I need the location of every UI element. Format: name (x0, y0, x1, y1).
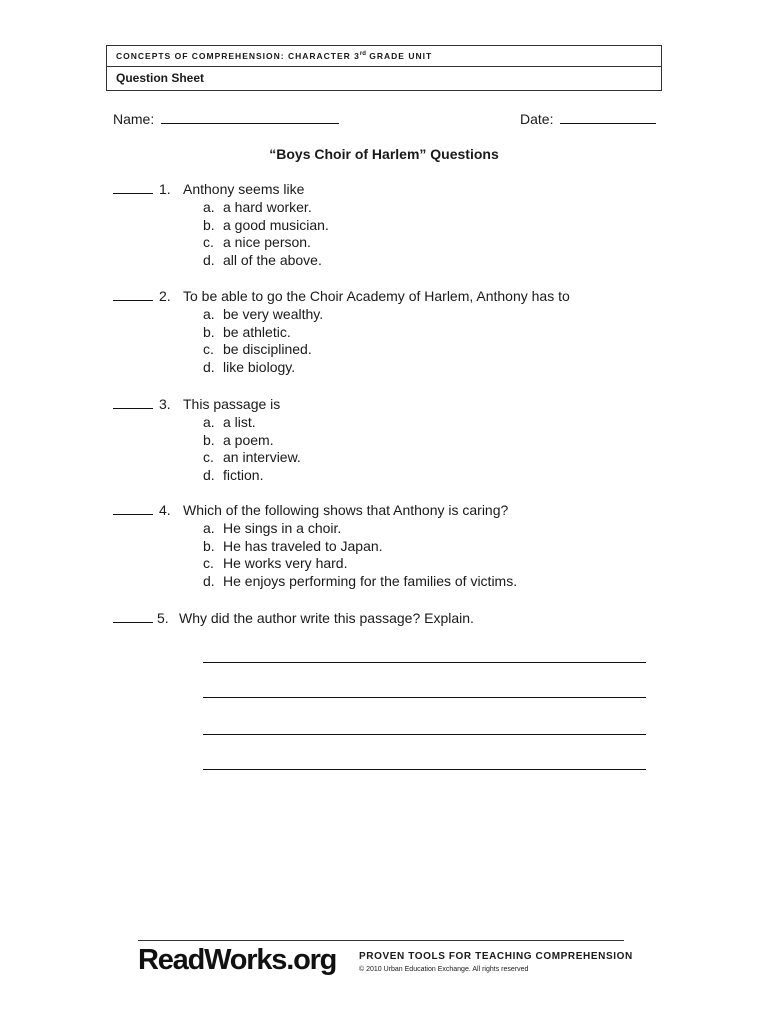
choice-a: a. a list. (203, 413, 256, 430)
question-number: 4. (159, 502, 171, 518)
choice-c: c. He works very hard. (203, 555, 348, 572)
sheet-label: Question Sheet (116, 71, 205, 85)
question-number: 2. (159, 288, 171, 304)
question-text: Why did the author write this passage? Explain. (179, 610, 474, 626)
answer-writing-line[interactable] (203, 769, 646, 770)
choice-c: c. be disciplined. (203, 341, 312, 358)
unit-title: CONCEPTS OF COMPREHENSION: CHARACTER 3rd GRADE UNIT (107, 46, 661, 67)
choice-b: b. a poem. (203, 431, 274, 448)
choice-a: a. He sings in a choir. (203, 519, 342, 536)
question-text: Anthony seems like (183, 181, 305, 197)
choice-d: d. all of the above. (203, 252, 322, 269)
date-blank[interactable] (560, 111, 656, 124)
footer-tagline: PROVEN TOOLS FOR TEACHING COMPREHENSION (359, 951, 633, 962)
choice-d: d. He enjoys performing for the families of victims. (203, 573, 518, 590)
name-label: Name: (113, 111, 155, 127)
answer-blank[interactable] (113, 502, 153, 515)
choice-b: b. a good musician. (203, 216, 329, 233)
name-blank[interactable] (161, 111, 339, 124)
choice-d: d. like biology. (203, 359, 296, 376)
question-text: To be able to go the Choir Academy of Harlem, Anthony has to (183, 288, 570, 304)
unit-header-box (106, 45, 662, 91)
choice-a: a. be very wealthy. (203, 305, 324, 322)
question-text: Which of the following shows that Anthony is caring? (183, 502, 509, 518)
date-label: Date: (520, 111, 554, 127)
question-number: 3. (159, 396, 171, 412)
answer-writing-line[interactable] (203, 662, 646, 663)
choice-b: b. be athletic. (203, 323, 291, 340)
question-5 (113, 610, 474, 628)
footer-copyright: © 2010 Urban Education Exchange. All rights reserved (359, 966, 529, 973)
choice-d: d. fiction. (203, 467, 264, 484)
question-1 (113, 181, 329, 270)
answer-writing-line[interactable] (203, 734, 646, 735)
footer-divider (138, 940, 624, 941)
choice-a: a. a hard worker. (203, 198, 312, 215)
question-number: 1. (159, 181, 171, 197)
choice-c: c. an interview. (203, 449, 301, 466)
question-3 (113, 396, 301, 485)
question-number: 5. (157, 610, 169, 626)
page-title: “Boys Choir of Harlem” Questions (269, 146, 499, 162)
name-field (113, 111, 339, 127)
question-4 (113, 502, 517, 591)
answer-blank[interactable] (113, 288, 153, 301)
answer-blank[interactable] (113, 181, 153, 194)
choice-b: b. He has traveled to Japan. (203, 537, 383, 554)
readworks-logo: ReadWorks.org (138, 944, 337, 976)
choice-c: c. a nice person. (203, 234, 311, 251)
question-text: This passage is (183, 396, 281, 412)
answer-blank[interactable] (113, 610, 153, 623)
date-field (520, 111, 656, 127)
answer-blank[interactable] (113, 396, 153, 409)
question-2 (113, 288, 570, 377)
answer-writing-line[interactable] (203, 697, 646, 698)
